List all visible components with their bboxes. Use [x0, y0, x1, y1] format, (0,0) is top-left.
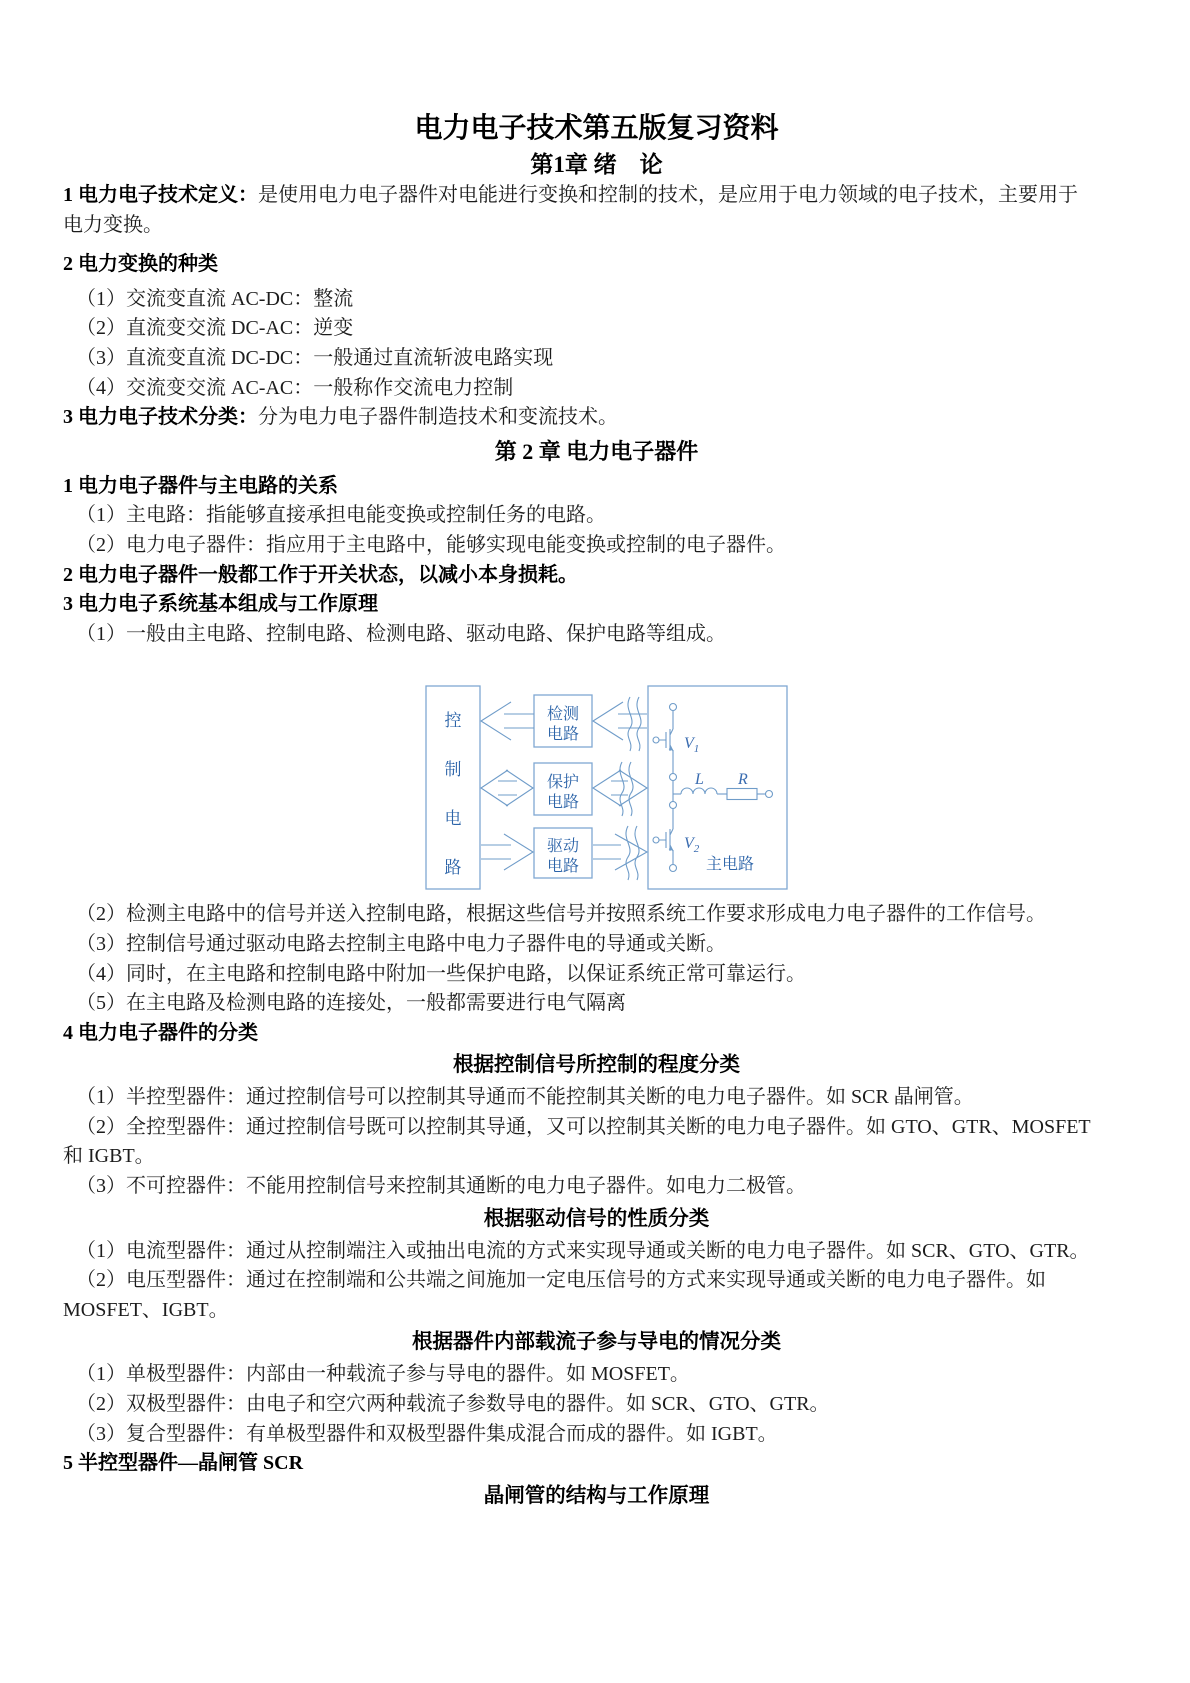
- control-to-drive-arrow: [481, 834, 533, 870]
- node-upper: [670, 774, 677, 781]
- text-line: （2）检测主电路中的信号并送入控制电路，根据这些信号并按照系统工作要求形成电力电子器件的工作信号。: [76, 903, 1046, 926]
- drive-box-label: 电路: [546, 858, 580, 876]
- text-line: 1 电力电子器件与主电路的关系: [63, 474, 338, 497]
- text-line: 3 电力电子技术分类：分为电力电子器件制造技术和变流技术。: [63, 406, 618, 429]
- text-line: （2）电力电子器件：指应用于主电路中，能够实现电能变换或控制的电子器件。: [76, 533, 786, 556]
- text-line: （3）直流变直流 DC-DC：一般通过直流斩波电路实现: [76, 346, 554, 369]
- text-line: （5）在主电路及检测电路的连接处，一般都需要进行电气隔离: [76, 992, 626, 1015]
- system-block-diagram: [425, 685, 790, 890]
- text-line: 根据驱动信号的性质分类: [483, 1207, 710, 1230]
- terminal-bottom: [670, 865, 677, 872]
- text-line: （1）单极型器件：内部由一种载流子参与导电的器件。如 MOSFET。: [76, 1363, 690, 1386]
- control-box-char: 电: [444, 809, 462, 829]
- text-line: （1）主电路：指能够直接承担电能变换或控制任务的电路。: [76, 504, 606, 527]
- v1-label: $V_1$: [684, 735, 700, 756]
- text-line: 根据控制信号所控制的程度分类: [453, 1054, 740, 1077]
- text-line: （4）交流变交流 AC-AC：一般称作交流电力控制: [76, 376, 514, 399]
- text-line: 晶闸管的结构与工作原理: [483, 1484, 710, 1507]
- text-line: （1）电流型器件：通过从控制端注入或抽出电流的方式来实现导通或关断的电力电子器件。如 SCR、GTO、GTR。: [76, 1239, 1090, 1262]
- text-line: 电力变换。: [63, 213, 163, 236]
- text-line: （2）双极型器件：由电子和空穴两种载流子参数导电的器件。如 SCR、GTO、GTR。: [76, 1393, 830, 1416]
- v2-label: $V_2$: [684, 835, 700, 856]
- text-line: 第 2 章 电力电子器件: [494, 438, 699, 464]
- control-box-char: 制: [444, 760, 462, 780]
- text-line: 3 电力电子系统基本组成与工作原理: [63, 593, 378, 616]
- resistor-label: R: [738, 771, 748, 789]
- igbt-v2-symbol: [659, 829, 674, 851]
- terminal-output: [766, 791, 773, 798]
- protection-box-label: 保护: [546, 774, 580, 792]
- text-line: （2）直流变交流 DC-AC：逆变: [76, 317, 354, 340]
- text-line: 根据器件内部载流子参与导电的情况分类: [412, 1331, 781, 1354]
- control-protect-double-arrow: [481, 770, 533, 806]
- drive-box-label: 驱动: [546, 838, 580, 856]
- figure: [425, 685, 790, 890]
- detection-box-label: 电路: [546, 726, 580, 744]
- isolation-squiggle: [628, 697, 632, 751]
- isolation-squiggle: [637, 697, 641, 751]
- text-line: （1）交流变直流 AC-DC：整流: [76, 287, 354, 310]
- detection-box-label: 检测: [546, 706, 580, 724]
- terminal-top: [670, 704, 677, 711]
- gate-terminal-v2: [653, 837, 659, 843]
- text-line: 4 电力电子器件的分类: [63, 1021, 258, 1044]
- text-line: MOSFET、IGBT。: [63, 1298, 229, 1321]
- text-line: 5 半控型器件—晶闸管 SCR: [63, 1452, 304, 1475]
- control-box-char: 路: [444, 858, 462, 878]
- main-to-detect-arrow: [593, 702, 647, 740]
- text-line: 2 电力变换的种类: [63, 253, 218, 276]
- detect-to-control-arrow: [481, 702, 534, 740]
- text-line: 1 电力电子技术定义：是使用电力电子器件对电能进行变换和控制的技术，是应用于电力领域的电子技术，主要用于: [63, 184, 1078, 206]
- control-box-char: 控: [444, 711, 462, 731]
- resistor-symbol: [727, 789, 757, 800]
- text-line: （2）全控型器件：通过控制信号既可以控制其导通，又可以控制其关断的电力电子器件。如 GTO、GTR、MOSFET: [76, 1115, 1091, 1138]
- text-line: 和 IGBT。: [63, 1145, 155, 1168]
- isolation-squiggle: [635, 826, 639, 880]
- isolation-squiggle: [629, 762, 633, 816]
- content-after-figure: [63, 900, 1130, 1512]
- text-line: （3）不可控器件：不能用控制信号来控制其通断的电力电子器件。如电力二极管。: [76, 1175, 806, 1198]
- gate-terminal-v1: [653, 737, 659, 743]
- content-before-figure: [63, 181, 1130, 649]
- text-line: （1）半控型器件：通过控制信号可以控制其导通而不能控制其关断的电力电子器件。如 SCR 晶闸管。: [76, 1086, 974, 1109]
- protection-box-label: 电路: [546, 794, 580, 812]
- text-line: （3）控制信号通过驱动电路去控制主电路中电力子器件电的导通或关断。: [76, 932, 726, 955]
- chapter-1-heading: 第1章 绪 论: [530, 152, 663, 177]
- igbt-v1-symbol: [659, 729, 674, 751]
- node-lower: [670, 802, 677, 809]
- text-line: 2 电力电子器件一般都工作于开关状态，以减小本身损耗。: [63, 563, 578, 586]
- text-line: （2）电压型器件：通过在控制端和公共端之间施加一定电压信号的方式来实现导通或关断的电力电子器件。如: [76, 1269, 1046, 1292]
- text-line: （1）一般由主电路、控制电路、检测电路、驱动电路、保护电路等组成。: [76, 622, 726, 645]
- doc-title: 电力电子技术第五版复习资料: [414, 113, 779, 144]
- main-circuit-label: 主电路: [706, 856, 755, 874]
- inductor-symbol: [681, 788, 717, 794]
- text-line: （3）复合型器件：有单极型器件和双极型器件集成混合而成的器件。如 IGBT。: [76, 1422, 778, 1445]
- inductor-label: L: [695, 771, 704, 789]
- text-line: （4）同时，在主电路和控制电路中附加一些保护电路，以保证系统正常可靠运行。: [76, 962, 806, 985]
- isolation-squiggle: [626, 826, 630, 880]
